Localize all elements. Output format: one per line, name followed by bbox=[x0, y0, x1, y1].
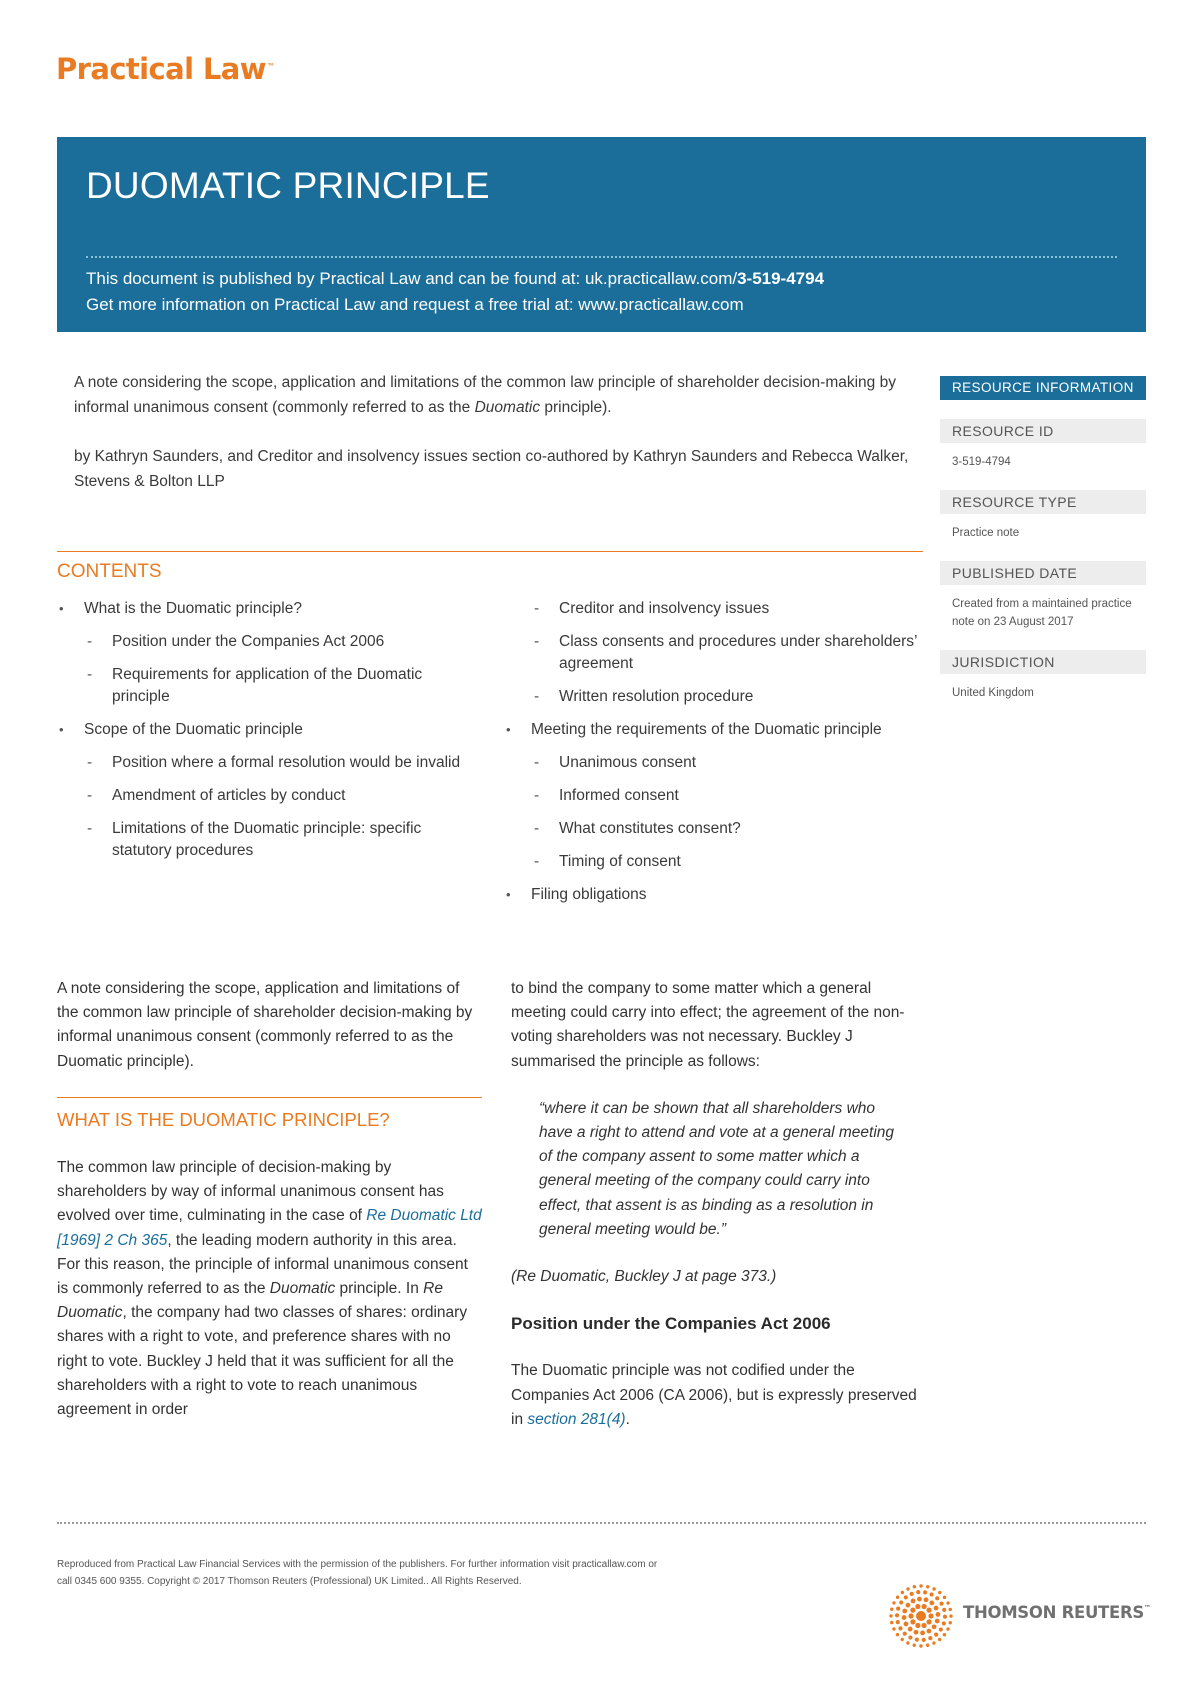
byline: by Kathryn Saunders, and Creditor and insolvency issues section co-authored by Kathryn Saunders and Rebecca Walker, Stevens & Bolton LLP bbox=[74, 448, 909, 490]
toc-item[interactable]: - Informed consent bbox=[504, 785, 934, 807]
body-paragraph: The Duomatic principle was not codified under the Companies Act 2006 (CA 2006), but is expressly preserved in section 281(4). bbox=[511, 1362, 917, 1428]
header-divider bbox=[86, 256, 1117, 258]
intro-summary bbox=[74, 370, 934, 494]
toc-item[interactable]: - Timing of consent bbox=[504, 851, 934, 873]
practical-law-logo: Practical Law™ bbox=[56, 52, 275, 86]
footer-divider bbox=[57, 1522, 1146, 1524]
case-link[interactable]: Re Duomatic Ltd [1969] 2 Ch 365 bbox=[57, 1207, 482, 1249]
statute-link[interactable]: section 281(4) bbox=[527, 1410, 626, 1428]
quote-citation: (Re Duomatic, Buckley J at page 373.) bbox=[511, 1268, 777, 1286]
section-heading: WHAT IS THE DUOMATIC PRINCIPLE? bbox=[57, 1108, 390, 1130]
subsection-heading: Position under the Companies Act 2006 bbox=[511, 1314, 831, 1334]
body-paragraph: to bind the company to some matter which a general meeting could carry into effect; the agreement of the non-voting shareholders was not necessary. Buckley J summarised the principle as follows: bbox=[511, 980, 905, 1070]
published-date-label: PUBLISHED DATE bbox=[940, 561, 1146, 585]
resource-type-value: Practice note bbox=[952, 527, 1020, 539]
resource-id-label: RESOURCE ID bbox=[940, 419, 1146, 443]
section-divider bbox=[57, 1097, 482, 1098]
body-paragraph: The common law principle of decision-making by shareholders by way of informal unanimous consent has evolved over time, culminating in the case of Re Duomatic Ltd [1969] 2 Ch 365, the leading modern authority in this area. For this reason, the principle of informal unanimous consent is commonly referred to as the Duomatic principle. In Re Duomatic, the company had two classes of shares: ordinary shares with a right to vote, and preference shares with no right to vote. Buckley J held that it was sufficient for all the shareholders with a right to vote to reach unanimous agreement in order bbox=[57, 1159, 482, 1419]
jurisdiction-label: JURISDICTION bbox=[940, 650, 1146, 674]
trial-link-text[interactable]: Get more information on Practical Law and request a free trial at: www.practicallaw.com bbox=[86, 295, 744, 314]
published-date-value: Created from a maintained practice note on 23 August 2017 bbox=[952, 598, 1132, 628]
toc-item[interactable]: • What is the Duomatic principle? bbox=[57, 598, 477, 620]
contents-list-right bbox=[504, 598, 934, 917]
toc-item[interactable]: • Filing obligations bbox=[504, 884, 934, 906]
contents-heading: CONTENTS bbox=[57, 561, 162, 582]
resource-information-heading: RESOURCE INFORMATION bbox=[940, 376, 1146, 400]
toc-item[interactable]: - Limitations of the Duomatic principle: specific statutory procedures bbox=[57, 818, 477, 862]
page-title: DUOMATIC PRINCIPLE bbox=[86, 165, 490, 206]
toc-item[interactable]: - Written resolution procedure bbox=[504, 686, 934, 708]
toc-item[interactable]: • Scope of the Duomatic principle bbox=[57, 719, 477, 741]
thomson-reuters-logo-icon bbox=[888, 1583, 954, 1649]
toc-item[interactable]: - Creditor and insolvency issues bbox=[504, 598, 934, 620]
published-prefix: This document is published by Practical Law and can be found at: uk.practicallaw.com/ bbox=[86, 269, 738, 288]
body-intro-paragraph: A note considering the scope, application and limitations of the common law principle of shareholder decision-making by informal unanimous consent (commonly referred to as the Duomatic principle). bbox=[57, 980, 473, 1070]
resource-type-label: RESOURCE TYPE bbox=[940, 490, 1146, 514]
toc-item[interactable]: - Unanimous consent bbox=[504, 752, 934, 774]
summary-paragraph: A note considering the scope, application and limitations of the common law principle of shareholder decision-making by informal unanimous consent (commonly referred to as the Duomatic principle). bbox=[74, 374, 896, 416]
toc-item[interactable]: - Amendment of articles by conduct bbox=[57, 785, 477, 807]
toc-item[interactable]: - Class consents and procedures under shareholders’ agreement bbox=[504, 631, 934, 675]
toc-item[interactable]: - Position where a formal resolution would be invalid bbox=[57, 752, 477, 774]
resource-information-panel bbox=[940, 376, 1146, 702]
document-header bbox=[57, 137, 1146, 332]
resource-id-link[interactable]: 3-519-4794 bbox=[737, 269, 825, 288]
contents-list-left bbox=[57, 598, 477, 873]
toc-item[interactable]: • Meeting the requirements of the Duomatic principle bbox=[504, 719, 934, 741]
footer-copyright: Reproduced from Practical Law Financial Services with the permission of the publishers. For further information visit practicallaw.com or call 0345 600 9355. Copyright © 2017 Thomson Reuters (Professional) UK Limited.. All Rights Reserved. bbox=[57, 1559, 658, 1587]
body-column-left bbox=[57, 977, 482, 1445]
toc-item[interactable]: - Position under the Companies Act 2006 bbox=[57, 631, 477, 653]
jurisdiction-value: United Kingdom bbox=[952, 687, 1034, 699]
thomson-reuters-wordmark: THOMSON REUTERS™ bbox=[963, 1603, 1151, 1622]
toc-item[interactable]: - What constitutes consent? bbox=[504, 818, 934, 840]
contents-divider bbox=[57, 551, 923, 552]
body-column-right bbox=[511, 977, 926, 1455]
publication-info bbox=[86, 266, 824, 318]
resource-id-value: 3-519-4794 bbox=[952, 456, 1011, 468]
block-quote: “where it can be shown that all shareholders who have a right to attend and vote at a general meeting of the company assent to some matter which a general meeting of the company could carry into effect, that assent is as binding as a resolution in general meeting would be.” bbox=[539, 1099, 895, 1238]
toc-item[interactable]: - Requirements for application of the Duomatic principle bbox=[57, 664, 477, 708]
